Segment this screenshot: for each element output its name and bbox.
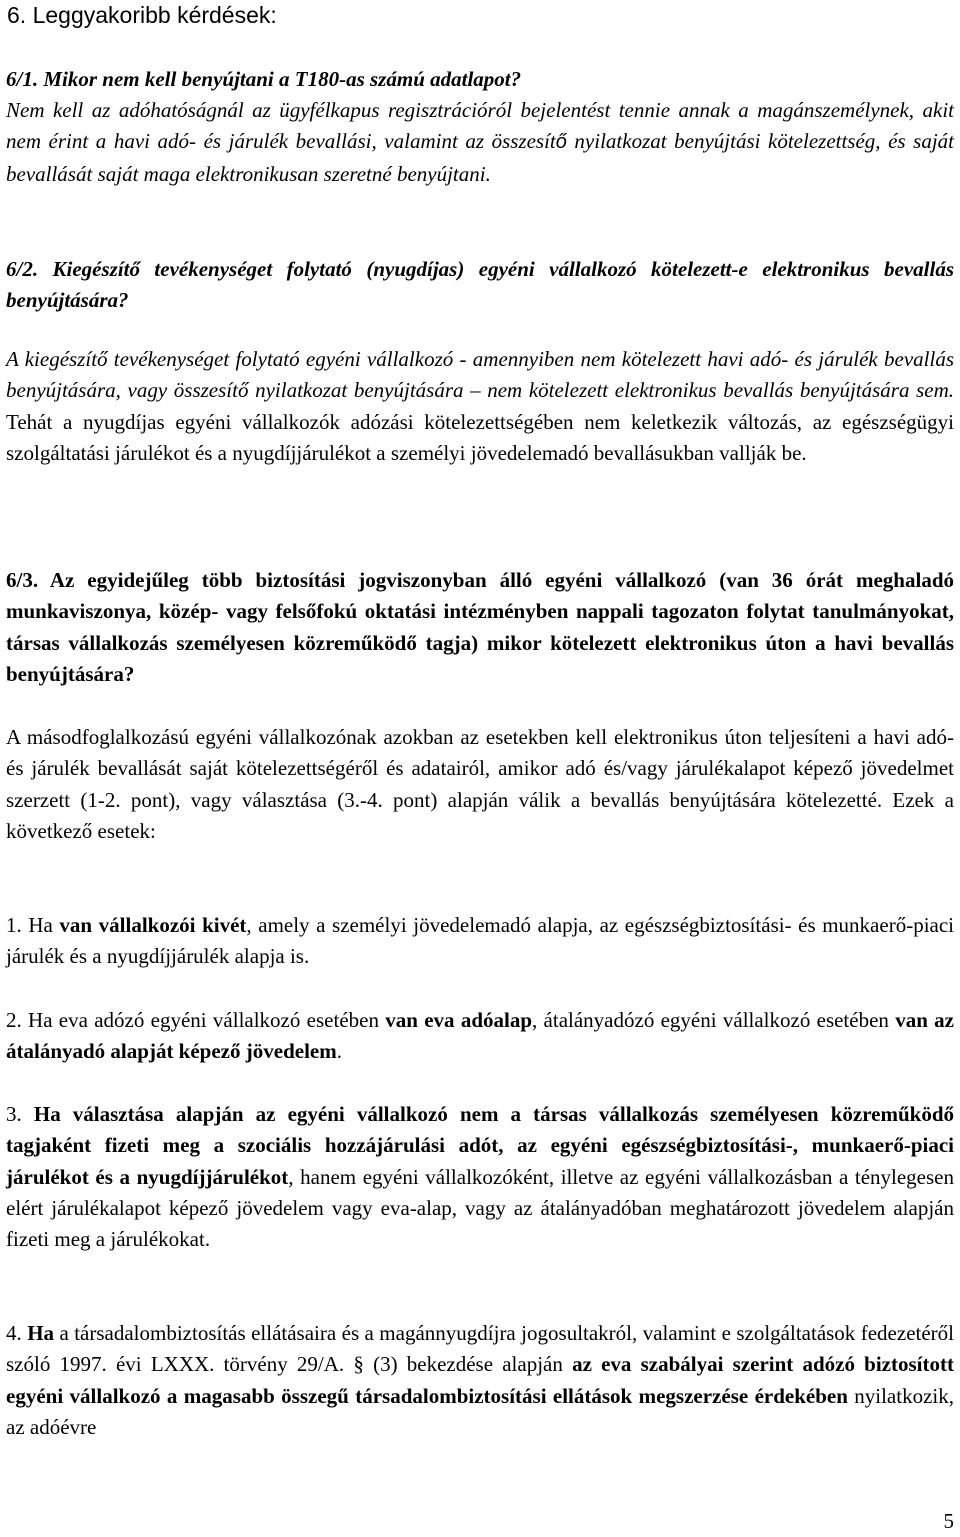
q2-answer-a: A kiegészítő tevékenységet folytató egyéni vállalkozó - amennyiben nem kötelezett havi adó- és járulék bevallás benyújtására, vagy összesítő nyilatkozat benyújtására – nem kötelezett elektronikus bevallás benyújtására sem. (6, 347, 954, 403)
item-2 (6, 1005, 954, 1068)
q3-title-text: Az egyidejűleg több biztosítási jogviszonyban álló egyéni vállalkozó (van 36 órát meghaladó munkaviszonya, közép- vagy felsőfokú oktatási intézményben nappali tagozaton folytat tanulmányokat, társas vállalkozás személyesen közreműködő tagja) mikor kötelezett elektronikus úton a havi bevallás benyújtására? (6, 568, 954, 686)
item-1 (6, 910, 954, 973)
section-heading: 6. Leggyakoribb kérdések: (7, 2, 277, 28)
item-4-bold-2: az eva szabályai szerint adózó biztosított egyéni vállalkozó a magasabb összegű társadalombiztosítási ellátások megszerzése érdekében (6, 1352, 954, 1408)
item-3-text: , hanem egyéni vállalkozóként, illetve az egyéni vállalkozásban a ténylegesen elért járulékalapot képező jövedelem vagy eva-alap, vagy az átalányadóban meghatározott jövedelem alapján fizeti meg a járulékokat. (6, 1164, 954, 1252)
item-1-num: 1. Ha (6, 913, 60, 937)
q1-answer-a: Nem kell az adóhatóságnál az ügyfélkapus regisztrációról bejelentést tennie annak a magánszemélynek, akit nem érint a havi adó- és járulék bevallási, valamint az összesít (6, 98, 954, 154)
item-4-text-1: a társadalombiztosítás ellátásaira és a magánnyugdíjra jogosultakról, valamint e szolgáltatások fedezetéről szóló 1997. évi LXXX. törvény 29/A. § (3) bekezdése alapján (6, 1321, 954, 1377)
q1-title: 6/1. Mikor nem kell benyújtani a T180-as számú adatlapot? (6, 67, 522, 91)
item-2-bold-1: van eva adóalap (385, 1008, 533, 1032)
item-4-num: 4. (6, 1321, 28, 1345)
item-1-bold: van vállalkozói kivét (59, 913, 247, 937)
q3-number: 6/3. (6, 568, 50, 592)
item-2-bold-2: van az átalányadó alapját képező jövedelem (6, 1008, 954, 1064)
item-2-num: 2. Ha eva adózó egyéni vállalkozó esetében (6, 1008, 386, 1032)
item-4 (6, 1318, 954, 1443)
item-1-text: , amely a személyi jövedelemadó alapja, az egészségbiztosítási- és munkaerő-piaci járulék és a nyugdíjjárulék alapja is. (6, 913, 954, 969)
item-3-num: 3. (6, 1102, 34, 1126)
q1-answer-o: ő (555, 131, 567, 154)
q3-title (6, 565, 954, 690)
item-4-text-2: nyilatkozik, az adóévre (6, 1383, 954, 1439)
page-number: 5 (943, 1509, 954, 1533)
item-3-bold: Ha választása alapján az egyéni vállalkozó nem a társas vállalkozás személyesen közreműködő tagjaként fizeti meg a szociális hozzájárulási adót, az egyéni egészségbiztosítási-, munkaerő-piaci járulékot és a nyugdíjjárulékot (6, 1102, 955, 1189)
item-2-text-1: , átalányadózó egyéni vállalkozó esetében (532, 1008, 896, 1032)
q2-answer-b: Tehát a nyugdíjas egyéni vállalkozók adózási kötelezettségében nem keletkezik változás, az egészségügyi szolgáltatási járulékot és a nyugdíjjárulékot a személyi jövedelemadó bevallásukban vallják be. (6, 409, 954, 465)
q3-intro: A másodfoglalkozású egyéni vállalkozónak azokban az esetekben kell elektronikus úton teljesíteni a havi adó- és járulék bevallását saját kötelezettségéről és adatairól, amikor adó és/vagy járulékalapot képező jövedelmet szerzett (1-2. pont), vagy választása (3.-4. pont) alapján válik a bevallás benyújtására kötelezetté. Ezek a következő esetek: (6, 725, 954, 843)
q2-title: 6/2. Kiegészítő tevékenységet folytató (nyugdíjas) egyéni vállalkozó kötelezett-e elektronikus bevallás benyújtására? (6, 257, 954, 313)
item-2-text-2: . (336, 1039, 342, 1064)
item-3 (6, 1099, 954, 1255)
q1-answer (6, 95, 954, 190)
q2-answer (6, 344, 954, 469)
q1-answer-b: nyilatkozat benyújtási kötelezettség, és saját bevallását saját maga elektronikusan szeretné benyújtani. (6, 129, 954, 186)
item-4-bold-1: Ha (27, 1321, 55, 1345)
